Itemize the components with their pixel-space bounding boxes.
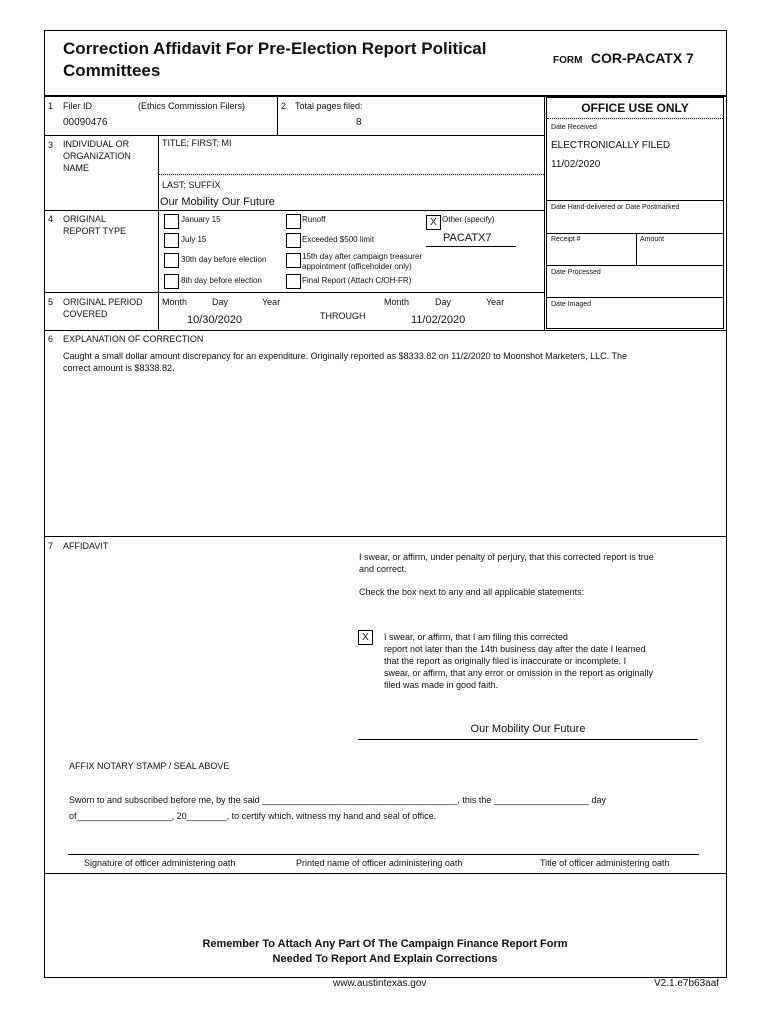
section3-label (63, 138, 131, 174)
row5-bottom (44, 330, 726, 331)
to-year-label: Year (486, 297, 505, 307)
option-30th-day: 30th day before election (181, 255, 267, 264)
reminder-line1: Remember To Attach Any Part Of The Campaign Finance Report Form (202, 938, 568, 950)
total-pages-value: 8 (356, 117, 362, 128)
version-label: V2.1.e7b63aaf (654, 978, 720, 989)
from-month-label: Month (162, 297, 188, 307)
from-year-label: Year (262, 297, 281, 307)
office-use-heading: OFFICE USE ONLY (581, 101, 689, 115)
good-faith-statement (384, 631, 653, 691)
to-day-label: Day (435, 297, 452, 307)
section4-label (63, 213, 126, 237)
title-first-mi-label: TITLE; FIRST; MI (162, 138, 232, 148)
period-from-date: 10/30/2020 (187, 314, 243, 326)
form-title (63, 38, 486, 82)
row3-dotted (158, 174, 544, 175)
explanation-text (63, 350, 627, 374)
reminder-line2: Needed To Report And Explain Corrections (272, 953, 498, 965)
swear-line1: I swear, or affirm, under penalty of perjury, that this corrected report is true (359, 552, 654, 562)
section5-label-line1: ORIGINAL PERIOD (63, 297, 143, 307)
last-suffix-label: LAST; SUFFIX (162, 180, 221, 190)
office-heading-line (547, 118, 723, 119)
website-link[interactable]: www.austintexas.gov (333, 978, 427, 989)
section1-number: 1 (48, 101, 54, 111)
receipt-label: Receipt # (551, 236, 581, 243)
section4-number: 4 (48, 214, 54, 224)
notary-stamp-label: AFFIX NOTARY STAMP / SEAL ABOVE (69, 761, 230, 771)
section4-label-line1: ORIGINAL (63, 214, 107, 224)
section3-label-line2: ORGANIZATION (63, 151, 131, 161)
option-final-report: Final Report (Attach C/OH-FR) (302, 276, 412, 285)
checkbox-july-15[interactable] (164, 233, 179, 248)
statement-line5: filed was made in good faith. (384, 680, 499, 690)
check-instructions: Check the box next to any and all applicable statements: (359, 587, 585, 597)
statement-line3: that the report as originally filed is inaccurate or incomplete. I (384, 656, 627, 666)
swear-statement (359, 551, 654, 575)
office-line-3 (546, 265, 724, 266)
date-processed-label: Date Processed (551, 269, 601, 276)
to-month-label: Month (384, 297, 410, 307)
form-prefix: FORM (553, 55, 583, 66)
office-line-4 (546, 297, 724, 298)
section3-label-line1: INDIVIDUAL OR (63, 139, 130, 149)
section6-number: 6 (48, 334, 54, 344)
officer-title-label: Title of officer administering oath (540, 858, 670, 868)
filer-id-label: Filer ID (63, 101, 92, 111)
office-receipt-divider (636, 233, 637, 265)
officer-printed-name-label: Printed name of officer administering oath (296, 858, 463, 868)
through-label: THROUGH (320, 311, 366, 321)
row7-bottom (44, 873, 726, 874)
statement-line2: report not later than the 14th business day after the date I learned (384, 644, 646, 654)
electronic-status: ELECTRONICALLY FILED (551, 140, 671, 151)
option-exceeded-500: Exceeded $500 limit (302, 235, 375, 244)
row1-divider (277, 95, 278, 135)
electronic-status-date: 11/02/2020 (551, 159, 601, 170)
office-use-box (546, 97, 724, 329)
row6-bottom (44, 536, 726, 537)
form-code: COR-PACATX 7 (590, 50, 694, 66)
total-pages-label: Total pages filed: (295, 101, 363, 111)
row1-bottom (44, 135, 544, 136)
section7-label: AFFIDAVIT (63, 541, 109, 551)
from-day-label: Day (212, 297, 229, 307)
option-runoff: Runoff (302, 215, 326, 224)
checkbox-january-15[interactable] (164, 214, 179, 229)
office-column-left (544, 95, 545, 330)
checkbox-8th-day[interactable] (164, 274, 179, 289)
option-july-15: July 15 (181, 235, 207, 244)
sworn-line1: Sworn to and subscribed before me, by the said _______________________________________, this the ___________________ day (69, 795, 606, 805)
checkbox-good-faith[interactable]: X (358, 630, 373, 645)
filer-id-note: (Ethics Commission Filers) (138, 101, 246, 111)
other-specify-line (426, 246, 516, 247)
checkbox-other[interactable]: X (426, 215, 441, 230)
reminder-text (44, 937, 726, 967)
date-imaged-label: Date Imaged (551, 301, 592, 308)
period-to-date: 11/02/2020 (411, 314, 466, 326)
statement-line1: I swear, or affirm, that I am filing this corrected (384, 632, 568, 642)
section3-label-line3: NAME (63, 163, 90, 173)
option-other: Other (specify) (442, 215, 495, 224)
option-treasurer-line2: appointment (officeholder only) (302, 262, 412, 271)
sworn-line2: of___________________, 20________, to certify which, witness my hand and seal of office. (69, 811, 437, 821)
office-line-2 (546, 233, 724, 234)
office-line-1 (546, 200, 724, 201)
statement-line4: swear, or affirm, that any error or omission in the report as originally (384, 668, 653, 678)
filer-id-value: 00090476 (63, 117, 108, 128)
explanation-line2: correct amount is $8338.82. (63, 363, 175, 373)
officer-signature-line (68, 854, 699, 855)
sworn-text (69, 792, 606, 824)
checkbox-final-report[interactable] (286, 274, 301, 289)
section2-number: 2 (281, 101, 287, 111)
label-column-divider (158, 135, 159, 330)
form-title-line2: Committees (63, 61, 161, 80)
section5-label (63, 296, 143, 320)
explanation-line1: Caught a small dollar amount discrepancy for an expenditure. Originally reported as $8333.82 on 11/2/2020 to Moonshot Marketers, LLC. The (63, 351, 627, 361)
checkbox-exceeded-500[interactable] (286, 233, 301, 248)
other-specify-value: PACATX7 (443, 232, 492, 244)
checkbox-30th-day[interactable] (164, 253, 179, 268)
checkbox-runoff[interactable] (286, 214, 301, 229)
date-received-label: Date Received (551, 124, 597, 131)
signature-line (358, 739, 698, 740)
checkbox-treasurer[interactable] (286, 253, 301, 268)
form-title-line1: Correction Affidavit For Pre-Election Report Political (63, 39, 487, 58)
form-id (553, 50, 694, 68)
section3-number: 3 (48, 140, 54, 150)
section5-number: 5 (48, 297, 54, 307)
option-8th-day: 8th day before election (181, 276, 262, 285)
signature-value: Our Mobility Our Future (470, 723, 586, 735)
organization-name-value: Our Mobility Our Future (160, 196, 275, 208)
officer-signature-label: Signature of officer administering oath (84, 858, 236, 868)
section4-label-line2: REPORT TYPE (63, 226, 127, 236)
row4-bottom (44, 292, 544, 293)
date-hand-delivered-label: Date Hand-delivered or Date Postmarked (551, 204, 680, 211)
option-january-15: January 15 (181, 215, 221, 224)
amount-label: Amount (640, 236, 665, 243)
section5-label-line2: COVERED (63, 309, 108, 319)
row3-bottom (44, 210, 544, 211)
section7-number: 7 (48, 541, 54, 551)
section6-label: EXPLANATION OF CORRECTION (63, 334, 204, 344)
option-treasurer (302, 252, 422, 272)
swear-line2: and correct. (359, 564, 407, 574)
option-treasurer-line1: 15th day after campaign treasurer (302, 252, 423, 261)
